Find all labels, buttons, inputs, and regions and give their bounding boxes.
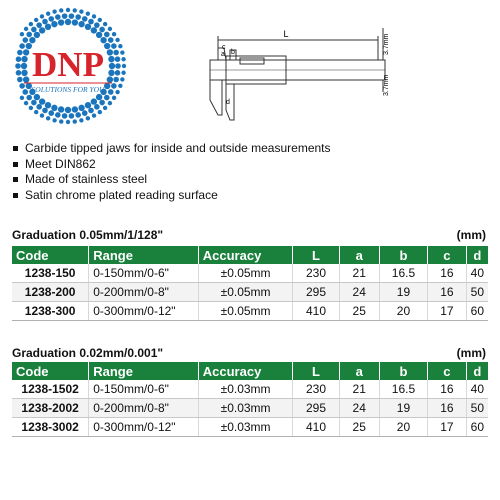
gear-dot xyxy=(45,102,51,108)
gear-dot xyxy=(20,96,24,100)
spec-table-0.02 xyxy=(12,362,488,437)
cell-code: 1238-150 xyxy=(12,264,89,283)
gear-dot xyxy=(75,14,81,20)
gear-dot xyxy=(118,44,122,48)
cell-accuracy: ±0.05mm xyxy=(198,302,293,321)
cell-a: 25 xyxy=(339,302,379,321)
cell-a: 24 xyxy=(339,399,379,418)
gear-dot xyxy=(39,27,45,33)
gear-dot xyxy=(24,27,28,31)
cell-accuracy: ±0.03mm xyxy=(198,380,293,399)
gear-dot xyxy=(58,106,64,112)
cell-L: 295 xyxy=(293,399,339,418)
diagram-label-b: b xyxy=(231,49,235,56)
gear-dot xyxy=(22,37,28,43)
gear-dot xyxy=(34,110,38,114)
gear-dot xyxy=(120,77,124,81)
table-row xyxy=(12,380,488,399)
col-header-d: d xyxy=(466,246,488,264)
gear-dot xyxy=(79,118,83,122)
table-row xyxy=(12,418,488,437)
cell-L: 230 xyxy=(293,264,339,283)
cell-b: 19 xyxy=(379,399,427,418)
gear-dot xyxy=(115,38,119,42)
cell-d: 50 xyxy=(466,283,488,302)
col-header-c: c xyxy=(428,246,466,264)
gear-dot xyxy=(73,8,77,12)
cell-accuracy: ±0.03mm xyxy=(198,418,293,437)
gear-dot xyxy=(16,70,22,76)
gear-dot xyxy=(92,14,96,18)
gear-dot xyxy=(15,63,21,69)
gear-dot xyxy=(34,94,40,100)
cell-a: 21 xyxy=(339,380,379,399)
gear-dot xyxy=(21,63,27,69)
spec-table-0.05 xyxy=(12,246,488,321)
gear-dot xyxy=(24,101,28,105)
col-header-c: c xyxy=(428,362,466,380)
gear-dot xyxy=(45,24,51,30)
cell-b: 20 xyxy=(379,418,427,437)
gear-dot xyxy=(104,83,110,89)
gear-dot xyxy=(69,113,75,119)
col-header-L: L xyxy=(293,362,339,380)
gear-dot xyxy=(103,22,107,26)
gear-dot xyxy=(96,94,102,100)
diagram-label-depth: 3.7mm xyxy=(383,74,390,96)
table-unit: (mm) xyxy=(456,346,486,360)
gear-dot xyxy=(82,110,88,116)
logo-brand: DNP xyxy=(32,45,104,84)
cell-range: 0-150mm/0-6" xyxy=(89,264,199,283)
cell-L: 410 xyxy=(293,302,339,321)
cell-c: 16 xyxy=(428,264,466,283)
cell-L: 230 xyxy=(293,380,339,399)
gear-dot xyxy=(100,37,106,43)
col-header-range: Range xyxy=(89,246,199,264)
gear-dot xyxy=(94,104,100,110)
cell-b: 16.5 xyxy=(379,264,427,283)
gear-dot xyxy=(115,56,121,62)
cell-d: 60 xyxy=(466,302,488,321)
gear-dot xyxy=(113,50,119,56)
gear-dot xyxy=(26,43,32,49)
cell-accuracy: ±0.05mm xyxy=(198,264,293,283)
cell-b: 16.5 xyxy=(379,380,427,399)
gear-dot xyxy=(85,24,91,30)
gear-dot xyxy=(31,27,37,33)
gear-dot xyxy=(52,118,56,122)
cell-accuracy: ±0.03mm xyxy=(198,399,293,418)
gear-dot xyxy=(108,70,114,76)
gear-dot xyxy=(98,18,102,22)
cell-a: 25 xyxy=(339,418,379,437)
gear-dot xyxy=(19,83,25,89)
table-row xyxy=(12,283,488,302)
gear-dot xyxy=(36,104,42,110)
col-header-b: b xyxy=(379,246,427,264)
cell-a: 24 xyxy=(339,283,379,302)
gear-dot xyxy=(55,112,61,118)
col-header-a: a xyxy=(339,362,379,380)
gear-dot xyxy=(40,14,44,18)
cell-c: 17 xyxy=(428,418,466,437)
cell-code: 1238-1502 xyxy=(12,380,89,399)
cell-range: 0-150mm/0-6" xyxy=(89,380,199,399)
gear-dot xyxy=(75,112,81,118)
diagram-label-thickness: 3.7mm xyxy=(383,33,390,55)
gear-dot xyxy=(104,95,110,101)
gear-dot xyxy=(58,19,64,25)
table-header-row xyxy=(12,362,488,380)
col-header-range: Range xyxy=(89,362,199,380)
gear-dot xyxy=(115,63,121,69)
gear-dot xyxy=(98,110,102,114)
dnp-logo xyxy=(4,4,132,128)
logo-graphic xyxy=(4,4,132,128)
cell-L: 295 xyxy=(293,283,339,302)
diagram-label-a: a xyxy=(221,51,225,58)
col-header-code: Code xyxy=(12,246,89,264)
gear-dot xyxy=(22,89,28,95)
cell-code: 1238-200 xyxy=(12,283,89,302)
gear-dot xyxy=(112,32,116,36)
gear-dot xyxy=(111,43,117,49)
gear-dot xyxy=(104,32,110,38)
cell-d: 60 xyxy=(466,418,488,437)
cell-range: 0-200mm/0-8" xyxy=(89,283,199,302)
gear-dot xyxy=(26,32,32,38)
gear-dot xyxy=(121,71,125,75)
gear-dot xyxy=(99,27,105,33)
gear-dot xyxy=(99,100,105,106)
gear-dot xyxy=(78,105,84,111)
gear-dot xyxy=(20,32,24,36)
gear-dot xyxy=(121,57,125,61)
gear-dot xyxy=(118,84,122,88)
gear-dot xyxy=(39,98,45,104)
gear-dot xyxy=(86,11,90,15)
gear-dot xyxy=(29,22,33,26)
table-row xyxy=(12,399,488,418)
gear-dot xyxy=(34,32,40,38)
gear-dot xyxy=(16,56,22,62)
logo-tagline: SOLUTIONS FOR YOU xyxy=(31,85,105,94)
gear-dot xyxy=(108,37,114,43)
cell-accuracy: ±0.05mm xyxy=(198,283,293,302)
gear-dot xyxy=(92,113,96,117)
cell-code: 1238-3002 xyxy=(12,418,89,437)
gear-dot xyxy=(104,43,110,49)
gear-dot xyxy=(115,70,121,76)
gear-dot xyxy=(65,19,71,25)
gear-dot xyxy=(103,106,107,110)
cell-code: 1238-2002 xyxy=(12,399,89,418)
gear-dot xyxy=(51,21,57,27)
gear-dot xyxy=(107,49,113,55)
feature-item: Satin chrome plated reading surface xyxy=(12,188,331,204)
col-header-code: Code xyxy=(12,362,89,380)
gear-dot xyxy=(82,16,88,22)
caliper-drawing xyxy=(200,20,390,125)
gear-dot xyxy=(59,8,63,12)
gear-dot xyxy=(122,64,126,68)
gear-dot xyxy=(120,50,124,54)
col-header-d: d xyxy=(466,362,488,380)
gear-dot xyxy=(78,21,84,27)
gear-dot xyxy=(69,13,75,19)
diagram-label-d: d xyxy=(226,99,230,106)
gear-dot xyxy=(17,50,23,56)
gear-dot xyxy=(94,22,100,28)
gear-dot xyxy=(42,19,48,25)
gear-dot xyxy=(23,76,29,82)
cell-b: 19 xyxy=(379,283,427,302)
cell-d: 40 xyxy=(466,380,488,399)
gear-dot xyxy=(29,37,35,43)
gear-dot xyxy=(72,106,78,112)
feature-item: Meet DIN862 xyxy=(12,157,331,173)
gear-dot xyxy=(115,90,119,94)
gear-dot xyxy=(48,16,54,22)
table-unit: (mm) xyxy=(456,228,486,242)
col-header-L: L xyxy=(293,246,339,264)
gear-dot xyxy=(108,27,112,31)
cell-code: 1238-300 xyxy=(12,302,89,321)
cell-c: 16 xyxy=(428,283,466,302)
feature-item: Carbide tipped jaws for inside and outside measurements xyxy=(12,141,331,157)
gear-dot xyxy=(31,100,37,106)
col-header-a: a xyxy=(339,246,379,264)
col-header-accuracy: Accuracy xyxy=(198,362,293,380)
gear-dot xyxy=(85,102,91,108)
cell-d: 50 xyxy=(466,399,488,418)
table-title: Graduation 0.05mm/1/128" xyxy=(12,228,164,242)
col-header-accuracy: Accuracy xyxy=(198,246,293,264)
gear-dot xyxy=(21,70,27,76)
feature-list xyxy=(12,141,331,203)
cell-c: 16 xyxy=(428,399,466,418)
cell-range: 0-200mm/0-8" xyxy=(89,399,199,418)
gear-dot xyxy=(34,18,38,22)
gear-dot xyxy=(88,19,94,25)
gear-dot xyxy=(65,107,71,113)
gear-dot xyxy=(113,77,119,83)
gear-dot xyxy=(52,9,56,13)
table-header-row xyxy=(12,246,488,264)
gear-dot xyxy=(88,108,94,114)
gear-dot xyxy=(107,76,113,82)
gear-dot xyxy=(62,113,68,119)
feature-item: Made of stainless steel xyxy=(12,172,331,188)
gear-dot xyxy=(66,8,70,12)
gear-dot xyxy=(86,116,90,120)
gear-dot xyxy=(66,120,70,124)
gear-dot xyxy=(108,56,114,62)
gear-dot xyxy=(46,116,50,120)
gear-dot xyxy=(21,56,27,62)
cell-a: 21 xyxy=(339,264,379,283)
gear-dot xyxy=(79,9,83,13)
gear-dot xyxy=(48,110,54,116)
cell-L: 410 xyxy=(293,418,339,437)
gear-dot xyxy=(62,13,68,19)
gear-dot xyxy=(91,98,97,104)
caliper-diagram xyxy=(200,20,390,125)
gear-dot xyxy=(91,27,97,33)
gear-dot xyxy=(26,95,32,101)
table-row xyxy=(12,264,488,283)
cell-c: 16 xyxy=(428,380,466,399)
cell-c: 17 xyxy=(428,302,466,321)
gear-dot xyxy=(55,14,61,20)
gear-dot xyxy=(109,63,115,69)
cell-d: 40 xyxy=(466,264,488,283)
gear-dot xyxy=(17,77,23,83)
gear-dot xyxy=(40,113,44,117)
cell-b: 20 xyxy=(379,302,427,321)
gear-dot xyxy=(111,83,117,89)
diagram-label-L: L xyxy=(283,29,289,39)
gear-dot xyxy=(108,101,112,105)
gear-dot xyxy=(108,89,114,95)
gear-dot xyxy=(19,43,25,49)
gear-dot xyxy=(112,96,116,100)
gear-dot xyxy=(29,106,33,110)
diagram-label-c: c xyxy=(222,44,226,51)
gear-dot xyxy=(73,119,77,123)
gear-dot xyxy=(59,119,63,123)
table-title: Graduation 0.02mm/0.001" xyxy=(12,346,164,360)
cell-range: 0-300mm/0-12" xyxy=(89,418,199,437)
gear-dot xyxy=(72,19,78,25)
gear-dot xyxy=(51,105,57,111)
cell-range: 0-300mm/0-12" xyxy=(89,302,199,321)
table-row xyxy=(12,302,488,321)
gear-dot xyxy=(36,22,42,28)
gear-dot xyxy=(96,32,102,38)
col-header-b: b xyxy=(379,362,427,380)
gear-dot xyxy=(42,108,48,114)
gear-dot xyxy=(23,49,29,55)
gear-dot xyxy=(46,11,50,15)
